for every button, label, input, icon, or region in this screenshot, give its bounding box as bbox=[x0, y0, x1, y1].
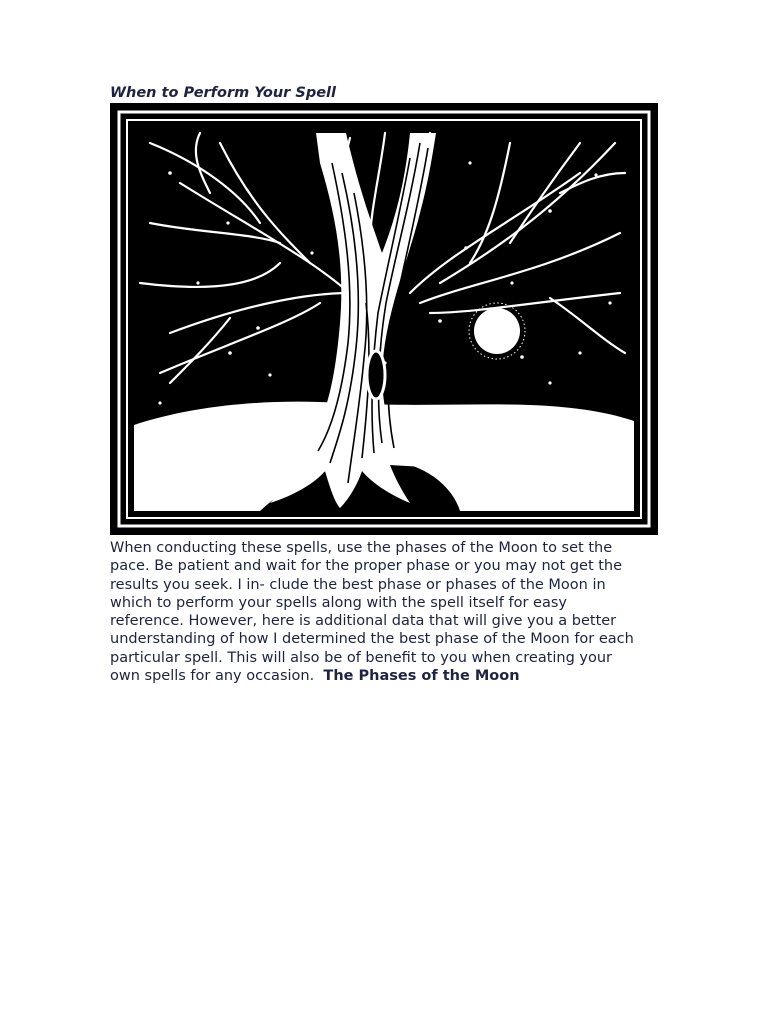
paragraph-line: reference. However, here is additional data that will give you a better bbox=[110, 613, 617, 630]
woodcut-image bbox=[110, 103, 658, 535]
paragraph-line: pace. Be patient and wait for the proper phase or you may not get the bbox=[110, 558, 623, 575]
paragraph-line: understanding of how I determined the best phase of the Moon for each bbox=[110, 631, 634, 648]
body-paragraph bbox=[110, 539, 680, 685]
section-heading: When to Perform Your Spell bbox=[110, 85, 336, 101]
tree-moon-illustration bbox=[110, 103, 658, 535]
paragraph-line: When conducting these spells, use the phases of the Moon to set the bbox=[110, 540, 613, 556]
paragraph-last-line bbox=[110, 667, 680, 685]
paragraph-line: results you seek. I in- clude the best phase or phases of the Moon in bbox=[110, 576, 606, 593]
paragraph-line: particular spell. This will also be of benefit to you when creating your bbox=[110, 649, 613, 666]
paragraph-line: which to perform your spells along with the spell itself for easy bbox=[110, 594, 567, 611]
phases-of-moon-heading: The Phases of the Moon bbox=[323, 668, 520, 685]
paragraph-line: own spells for any occasion. bbox=[110, 668, 315, 685]
